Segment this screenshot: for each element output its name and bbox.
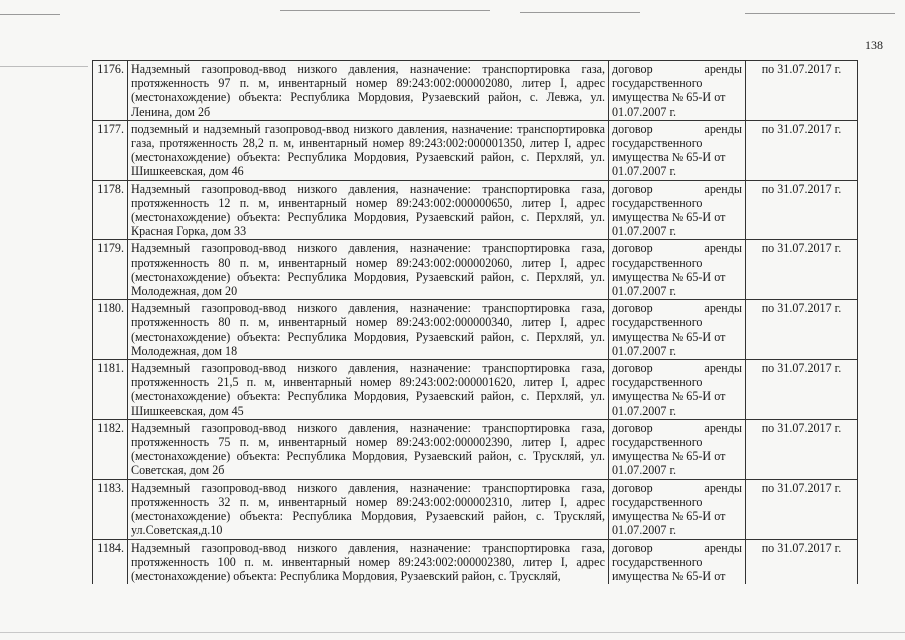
basis-word: аренды (704, 241, 742, 256)
basis-document (609, 419, 746, 479)
object-description: Надземный газопровод-ввод низкого давления, назначение: транспортировка газа, протяженность 12 п. м, инвентарный номер 89:243:002:000000650, литер I, адрес (местонахождение) объекта: Республика Мордовия, Рузаевский район, с. Перхляй, ул. Красная Горка, дом 33 (128, 180, 609, 240)
scan-artifact-line (745, 13, 895, 14)
basis-word: договор (612, 540, 653, 555)
basis-word: аренды (704, 301, 742, 316)
basis-word: аренды (704, 181, 742, 196)
object-description: Надземный газопровод-ввод низкого давления, назначение: транспортировка газа, протяженность 75 п. м, инвентарный номер 89:243:002:000002390, литер I, адрес (местонахождение) объекта: Республика Мордовия, Рузаевский район, с. Трускляй, ул. Советская, дом 2б (128, 419, 609, 479)
basis-document (609, 240, 746, 300)
table-row (93, 419, 858, 479)
table-row (93, 180, 858, 240)
basis-details: государственного имущества № 65-И от 01.07.2007 г. (612, 195, 726, 239)
basis-word: аренды (704, 420, 742, 435)
scan-artifact-line (0, 632, 905, 633)
object-description: Надземный газопровод-ввод низкого давления, назначение: транспортировка газа, протяженность 32 п. м, инвентарный номер 89:243:002:000002310, литер I, адрес (местонахождение) объекта: Республика Мордовия, Рузаевский район, с. Трускляй, ул.Советская,д.10 (128, 479, 609, 539)
row-number: 1179. (93, 240, 128, 300)
table-row (93, 479, 858, 539)
row-number: 1180. (93, 300, 128, 360)
basis-details: государственного имущества № 65-И от 01.07.2007 г. (612, 435, 726, 478)
basis-word: договор (612, 121, 653, 136)
basis-word: договор (612, 420, 653, 435)
lease-term: по 31.07.2017 г. (746, 419, 858, 479)
scan-artifact-line (0, 14, 60, 15)
table-row (93, 240, 858, 300)
lease-term: по 31.07.2017 г. (746, 360, 858, 420)
table-row (93, 539, 858, 584)
basis-document (609, 479, 746, 539)
scan-artifact-line (280, 10, 490, 11)
row-number: 1176. (93, 61, 128, 121)
row-number: 1182. (93, 419, 128, 479)
basis-word: аренды (704, 62, 742, 76)
table-row (93, 61, 858, 121)
basis-word: аренды (704, 540, 742, 555)
lease-term: по 31.07.2017 г. (746, 240, 858, 300)
table-row (93, 120, 858, 180)
basis-details: государственного имущества № 65-И от 01.07.2007 г. (612, 494, 726, 538)
table-row (93, 360, 858, 420)
row-number: 1184. (93, 539, 128, 584)
object-description: Надземный газопровод-ввод низкого давления, назначение: транспортировка газа, протяженность 97 п. м, инвентарный номер 89:243:002:000002080, литер I, адрес (местонахождение) объекта: Республика Мордовия, Рузаевский район, с. Левжа, ул. Ленина, дом 2б (128, 61, 609, 121)
object-description: Надземный газопровод-ввод низкого давления, назначение: транспортировка газа, протяженность 80 п. м, инвентарный номер 89:243:002:000002060, литер I, адрес (местонахождение) объекта: Республика Мордовия, Рузаевский район, с. Перхляй, ул. Молодежная, дом 20 (128, 240, 609, 300)
basis-word: аренды (704, 121, 742, 136)
page-number: 138 (865, 38, 883, 52)
table-row (93, 300, 858, 360)
basis-word: аренды (704, 480, 742, 495)
lease-term: по 31.07.2017 г. (746, 300, 858, 360)
basis-word: договор (612, 361, 653, 376)
row-number: 1178. (93, 180, 128, 240)
basis-document (609, 300, 746, 360)
basis-details: государственного имущества № 65-И от 01.07.2007 г. (612, 375, 726, 418)
object-description: Надземный газопровод-ввод низкого давления, назначение: транспортировка газа, протяженность 80 п. м, инвентарный номер 89:243:002:000000340, литер I, адрес (местонахождение) объекта: Республика Мордовия, Рузаевский район, с. Перхляй, ул. Молодежная, дом 18 (128, 300, 609, 360)
row-number: 1177. (93, 120, 128, 180)
basis-word: договор (612, 181, 653, 196)
lease-term: по 31.07.2017 г. (746, 539, 858, 584)
basis-details: государственного имущества № 65-И от 01.07.2007 г. (612, 315, 726, 358)
basis-details: государственного имущества № 65-И от 01.07.2007 г. (612, 136, 726, 179)
scan-artifact-line (0, 66, 88, 67)
basis-word: договор (612, 480, 653, 495)
basis-word: договор (612, 301, 653, 316)
basis-document (609, 539, 746, 584)
basis-details: государственного имущества № 65-И от 01.07.2007 г. (612, 76, 726, 119)
lease-term: по 31.07.2017 г. (746, 479, 858, 539)
basis-document (609, 120, 746, 180)
basis-details: государственного имущества № 65-И от 01.07.2007 г. (612, 255, 726, 299)
basis-word: договор (612, 62, 653, 76)
row-number: 1183. (93, 479, 128, 539)
object-description: Надземный газопровод-ввод низкого давления, назначение: транспортировка газа, протяженность 100 п. м. инвентарный номер 89:243:002:000002380, литер I, адрес (местонахождение) объекта: Республика Мордовия, Рузаевский район, с. Трускляй, (128, 539, 609, 584)
property-registry-table (92, 60, 858, 584)
basis-word: аренды (704, 361, 742, 376)
basis-document (609, 61, 746, 121)
lease-term: по 31.07.2017 г. (746, 180, 858, 240)
basis-word: договор (612, 241, 653, 256)
row-number: 1181. (93, 360, 128, 420)
lease-term: по 31.07.2017 г. (746, 61, 858, 121)
basis-details: государственного имущества № 65-И от (612, 554, 726, 583)
scan-artifact-line (520, 12, 640, 13)
basis-document (609, 360, 746, 420)
object-description: подземный и надземный газопровод-ввод низкого давления, назначение: транспортировка газа, протяженность 28,2 п. м, инвентарный номер 89:243:002:000001350, литер I, адрес (местонахождение) объекта: Республика Мордовия, Рузаевский район, с. Перхляй, ул. Шишкеевская, дом 46 (128, 120, 609, 180)
basis-document (609, 180, 746, 240)
object-description: Надземный газопровод-ввод низкого давления, назначение: транспортировка газа, протяженность 21,5 п. м, инвентарный номер 89:243:002:000001620, литер I, адрес (местонахождение) объекта: Республика Мордовия, Рузаевский район, с. Перхляй, ул. Шишкеевская, дом 45 (128, 360, 609, 420)
lease-term: по 31.07.2017 г. (746, 120, 858, 180)
